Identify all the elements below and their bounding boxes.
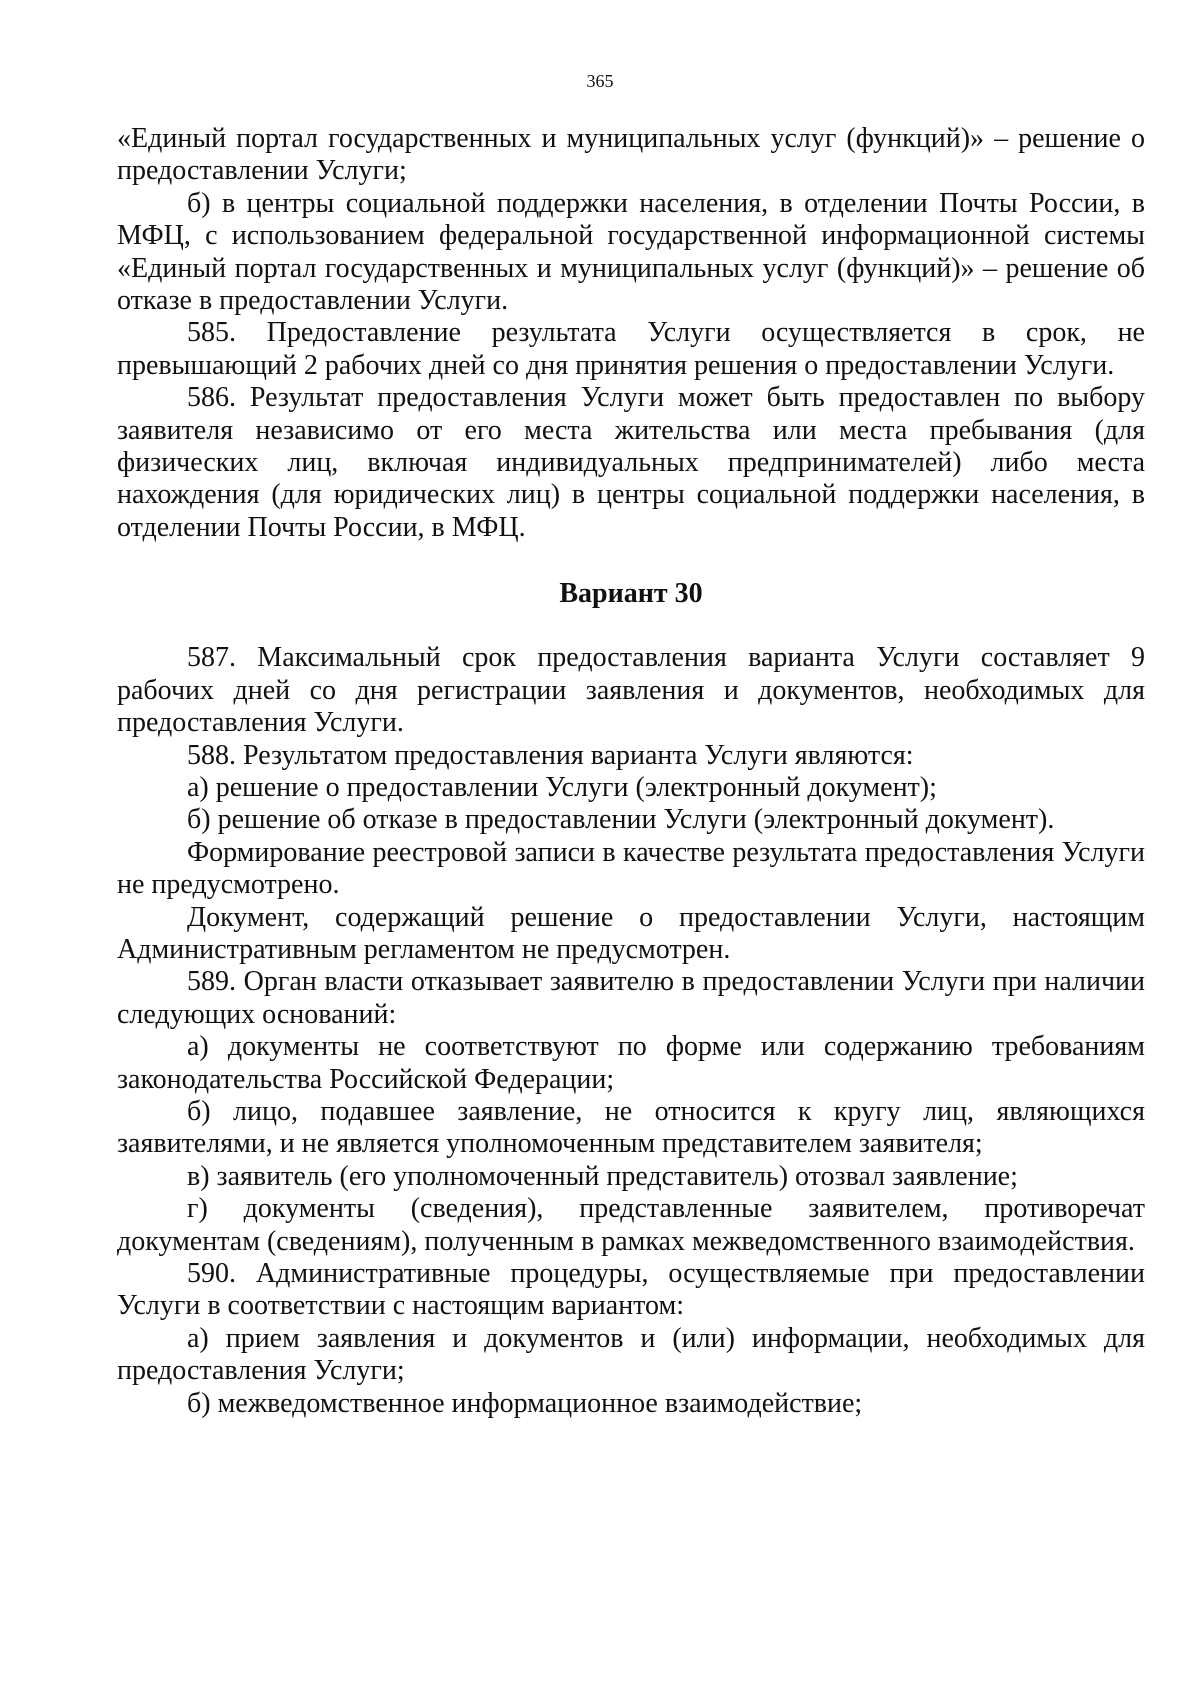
list-item: б) межведомственное информационное взаимодействие; bbox=[187, 1387, 863, 1419]
page-number: 365 bbox=[586, 71, 614, 91]
list-item: б) решение об отказе в предоставлении Услуги (электронный документ). bbox=[187, 804, 1055, 836]
paragraph-588: 588. Результатом предоставления варианта Услуги являются: bbox=[187, 739, 914, 771]
paragraph-585: 585. Предоставление результата Услуги осуществляется в срок, не превышающий 2 рабочих дней со дня принятия решения о предоставлении Услуги. bbox=[117, 317, 1145, 381]
paragraph-587: 587. Максимальный срок предоставления варианта Услуги составляет 9 рабочих дней со дня регистрации заявления и документов, необходимых для предоставления Услуги. bbox=[117, 642, 1145, 739]
list-item: а) прием заявления и документов и (или) информации, необходимых для предоставления Услуги; bbox=[117, 1322, 1145, 1387]
paragraph: б) в центры социальной поддержки населения, в отделении Почты России, в МФЦ, с использованием федеральной государственной информационной системы «Единый портал государственных и муниципальных услуг (функций)» – решение об отказе в предоставлении Услуги. bbox=[117, 187, 1145, 317]
paragraph: «Единый портал государственных и муниципальных услуг (функций)» – решение о предоставлении Услуги; bbox=[117, 123, 1145, 187]
section-heading: Вариант 30 bbox=[559, 578, 703, 610]
section-after-heading bbox=[117, 642, 1145, 1420]
list-item: г) документы (сведения), представленные заявителем, противоречат документам (сведениям), полученным в рамках межведомственного взаимодействия. bbox=[117, 1193, 1145, 1257]
paragraph-590: 590. Административные процедуры, осуществляемые при предоставлении Услуги в соответствии с настоящим вариантом: bbox=[117, 1258, 1145, 1322]
list-item: а) документы не соответствуют по форме или содержанию требованиям законодательства Российской Федерации; bbox=[117, 1031, 1145, 1095]
list-item: б) лицо, подавшее заявление, не относится к кругу лиц, являющихся заявителями, и не является уполномоченным представителем заявителя; bbox=[117, 1095, 1145, 1160]
list-item: а) решение о предоставлении Услуги (электронный документ); bbox=[187, 771, 937, 803]
paragraph: Документ, содержащий решение о предоставлении Услуги, настоящим Административным регламентом не предусмотрен. bbox=[117, 901, 1145, 965]
paragraph-586: 586. Результат предоставления Услуги может быть предоставлен по выбору заявителя независимо от его места жительства или места пребывания (для физических лиц, включая индивидуальных предпринимателей) либо места нахождения (для юридических лиц) в центры социальной поддержки населения, в отделении Почты России, в МФЦ. bbox=[117, 382, 1145, 543]
paragraph: Формирование реестровой записи в качестве результата предоставления Услуги не предусмотрено. bbox=[117, 836, 1145, 901]
document-body bbox=[117, 123, 1145, 1420]
paragraph-589: 589. Орган власти отказывает заявителю в предоставлении Услуги при наличии следующих оснований: bbox=[117, 966, 1145, 1030]
section-before-heading bbox=[117, 123, 1145, 544]
list-item: в) заявитель (его уполномоченный представитель) отозвал заявление; bbox=[187, 1160, 1018, 1192]
